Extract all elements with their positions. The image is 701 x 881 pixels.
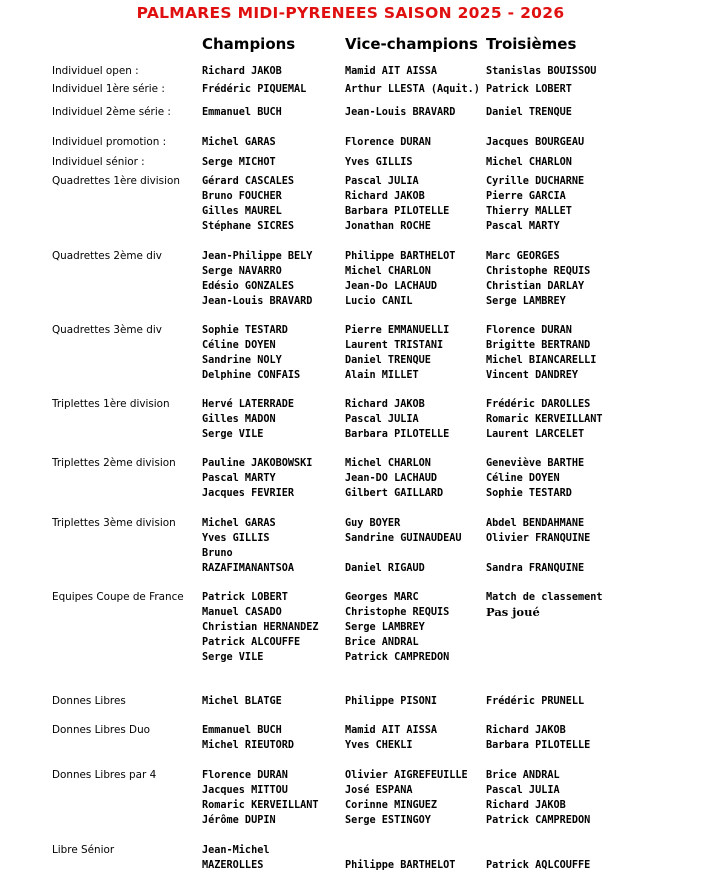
category-label: Individuel sénior : <box>52 156 145 168</box>
champion-name: Gérard CASCALES <box>202 176 295 187</box>
third-place-cell <box>486 768 590 828</box>
third-place-name: Serge LAMBREY <box>486 296 566 307</box>
vice-champion-cell <box>345 590 449 665</box>
vice-champion-name: Pascal JULIA <box>345 176 419 187</box>
vice-champion-name: Daniel RIGAUD <box>345 563 425 574</box>
third-place-cell <box>486 843 590 873</box>
third-place-name: Barbara PILOTELLE <box>486 740 591 751</box>
category-label: Donnes Libres par 4 <box>52 769 157 781</box>
champion-name: Richard JAKOB <box>202 66 282 77</box>
third-place-name: Patrick CAMPREDON <box>486 815 591 826</box>
vice-champion-name: Philippe BARTHELOT <box>345 860 456 871</box>
champion-name: Gilles MAUREL <box>202 206 282 217</box>
vice-champion-name: Georges MARC <box>345 592 419 603</box>
vice-champion-name: Florence DURAN <box>345 137 431 148</box>
third-place-cell <box>486 323 596 383</box>
third-place-cell <box>486 694 584 709</box>
champion-cell <box>202 843 269 873</box>
champion-cell <box>202 135 276 150</box>
third-place-name: Abdel BENDAHMANE <box>486 518 585 529</box>
third-place-name: Michel CHARLON <box>486 157 572 168</box>
vice-champion-name: Gilbert GAILLARD <box>345 488 444 499</box>
third-place-name: Olivier FRANQUINE <box>486 533 591 544</box>
champion-name: Pauline JAKOBOWSKI <box>202 458 313 469</box>
third-place-cell <box>486 249 590 309</box>
champion-cell <box>202 768 319 828</box>
third-place-cell <box>486 155 572 170</box>
champion-name: MAZEROLLES <box>202 860 264 871</box>
vice-champion-cell <box>345 64 437 79</box>
vice-champion-name: Patrick CAMPREDON <box>345 652 450 663</box>
vice-champion-name: Philippe BARTHELOT <box>345 251 456 262</box>
third-place-name: Thierry MALLET <box>486 206 572 217</box>
champion-cell <box>202 155 276 170</box>
third-place-name: Pierre GARCIA <box>486 191 566 202</box>
vice-champion-name: Christophe REQUIS <box>345 607 450 618</box>
vice-champion-name: Michel CHARLON <box>345 458 431 469</box>
champion-name: Gilles MADON <box>202 414 276 425</box>
third-place-cell <box>486 456 584 501</box>
third-place-cell <box>486 516 590 576</box>
vice-champion-cell <box>345 155 412 170</box>
vice-champion-name: Michel CHARLON <box>345 266 431 277</box>
champion-cell <box>202 105 282 120</box>
champion-name: Jean-Philippe BELY <box>202 251 313 262</box>
champion-name: Christian HERNANDEZ <box>202 622 319 633</box>
champion-name: Emmanuel BUCH <box>202 725 282 736</box>
champion-name: Serge MICHOT <box>202 157 276 168</box>
third-place-name: Pascal MARTY <box>486 221 560 232</box>
champion-name: Delphine CONFAIS <box>202 370 301 381</box>
third-place-name: Michel BIANCARELLI <box>486 355 597 366</box>
vice-champion-name: José ESPANA <box>345 785 413 796</box>
third-place-cell <box>486 82 572 97</box>
third-place-name: Sandra FRANQUINE <box>486 563 585 574</box>
vice-champion-name: Arthur LLESTA (Aquit.) <box>345 84 480 95</box>
champion-name: Emmanuel BUCH <box>202 107 282 118</box>
header-vice-champions: Vice-champions <box>345 35 478 53</box>
vice-champion-cell <box>345 397 449 442</box>
vice-champion-name: Daniel TRENQUE <box>345 355 431 366</box>
champion-name: Céline DOYEN <box>202 340 276 351</box>
champion-name: Jérôme DUPIN <box>202 815 276 826</box>
vice-champion-name: Brice ANDRAL <box>345 637 419 648</box>
champion-name: Romaric KERVEILLANT <box>202 800 319 811</box>
vice-champion-name: Serge ESTINGOY <box>345 815 431 826</box>
vice-champion-name: Alain MILLET <box>345 370 419 381</box>
champion-cell <box>202 590 319 665</box>
header-troisiemes: Troisièmes <box>486 35 577 53</box>
champion-cell <box>202 516 294 576</box>
third-place-name: Pas joué <box>486 605 540 619</box>
champion-name: Serge VILE <box>202 429 264 440</box>
vice-champion-name: Yves GILLIS <box>345 157 413 168</box>
category-label: Individuel 1ère série : <box>52 83 165 95</box>
third-place-name: Florence DURAN <box>486 325 572 336</box>
vice-champion-cell <box>345 323 449 383</box>
champion-cell <box>202 397 294 442</box>
third-place-cell <box>486 723 590 753</box>
champion-name: Edésio GONZALES <box>202 281 295 292</box>
third-place-name: Romaric KERVEILLANT <box>486 414 603 425</box>
champion-name: Jean-Michel <box>202 845 270 856</box>
vice-champion-name: Yves CHEKLI <box>345 740 413 751</box>
third-place-name: Vincent DANDREY <box>486 370 579 381</box>
vice-champion-name: Sandrine GUINAUDEAU <box>345 533 462 544</box>
third-place-name: Céline DOYEN <box>486 473 560 484</box>
champion-name: Serge VILE <box>202 652 264 663</box>
vice-champion-name: Jean-Louis BRAVARD <box>345 107 456 118</box>
vice-champion-cell <box>345 174 449 234</box>
vice-champion-cell <box>345 105 455 120</box>
page-title: PALMARES MIDI-PYRENEES SAISON 2025 - 2026 <box>136 4 565 22</box>
vice-champion-name: Philippe PISONI <box>345 696 438 707</box>
vice-champion-name: Jean-Do LACHAUD <box>345 281 438 292</box>
third-place-name: Pascal JULIA <box>486 785 560 796</box>
vice-champion-name: Olivier AIGREFEUILLE <box>345 770 468 781</box>
champion-name: Bruno FOUCHER <box>202 191 282 202</box>
third-place-name: Patrick LOBERT <box>486 84 572 95</box>
champion-cell <box>202 723 294 753</box>
champion-name: Jacques FEVRIER <box>202 488 295 499</box>
champion-name: Frédéric PIQUEMAL <box>202 84 307 95</box>
third-place-name: Stanislas BOUISSOU <box>486 66 597 77</box>
champion-cell <box>202 249 312 309</box>
third-place-name: Match de classement <box>486 592 603 603</box>
third-place-name: Marc GEORGES <box>486 251 560 262</box>
third-place-cell <box>486 64 596 79</box>
vice-champion-name: Mamid AIT AISSA <box>345 725 438 736</box>
category-label: Triplettes 1ère division <box>52 398 170 410</box>
third-place-name: Frédéric DAROLLES <box>486 399 591 410</box>
category-label: Libre Sénior <box>52 844 115 856</box>
vice-champion-cell <box>345 516 462 576</box>
vice-champion-name: Guy BOYER <box>345 518 401 529</box>
champion-name: Yves GILLIS <box>202 533 270 544</box>
vice-champion-name: Richard JAKOB <box>345 191 425 202</box>
category-label: Donnes Libres Duo <box>52 724 151 736</box>
third-place-name: Richard JAKOB <box>486 800 566 811</box>
third-place-name: Christophe REQUIS <box>486 266 591 277</box>
vice-champion-name: Jean-DO LACHAUD <box>345 473 438 484</box>
vice-champion-name: Pierre EMMANUELLI <box>345 325 450 336</box>
third-place-cell <box>486 397 603 442</box>
vice-champion-cell <box>345 768 468 828</box>
vice-champion-cell <box>345 249 455 309</box>
champion-name: Michel RIEUTORD <box>202 740 295 751</box>
vice-champion-cell <box>345 456 443 501</box>
third-place-cell <box>486 135 584 150</box>
champion-cell <box>202 456 312 501</box>
third-place-name: Jacques BOURGEAU <box>486 137 585 148</box>
champion-name: Patrick LOBERT <box>202 592 288 603</box>
category-label: Quadrettes 3ème div <box>52 324 162 336</box>
vice-champion-name: Barbara PILOTELLE <box>345 206 450 217</box>
category-label: Individuel open : <box>52 65 139 77</box>
third-place-name: Richard JAKOB <box>486 725 566 736</box>
third-place-cell <box>486 174 584 234</box>
vice-champion-name: Richard JAKOB <box>345 399 425 410</box>
third-place-name: Laurent LARCELET <box>486 429 585 440</box>
champion-name: Michel GARAS <box>202 137 276 148</box>
champion-name: Patrick ALCOUFFE <box>202 637 301 648</box>
third-place-name: Sophie TESTARD <box>486 488 572 499</box>
champion-name: Florence DURAN <box>202 770 288 781</box>
header-champions: Champions <box>202 35 296 53</box>
vice-champion-name: Barbara PILOTELLE <box>345 429 450 440</box>
category-label: Triplettes 2ème division <box>52 457 176 469</box>
vice-champion-cell <box>345 82 480 97</box>
third-place-name: Daniel TRENQUE <box>486 107 572 118</box>
third-place-name: Patrick AQLCOUFFE <box>486 860 591 871</box>
third-place-cell <box>486 105 572 120</box>
vice-champion-name: Mamid AIT AISSA <box>345 66 438 77</box>
category-label: Individuel promotion : <box>52 136 167 148</box>
third-place-cell <box>486 590 603 620</box>
champion-cell <box>202 323 300 383</box>
champion-name: Hervé LATERRADE <box>202 399 295 410</box>
champion-name: Pascal MARTY <box>202 473 276 484</box>
vice-champion-name: Corinne MINGUEZ <box>345 800 438 811</box>
champion-name: Serge NAVARRO <box>202 266 282 277</box>
champion-name: Jean-Louis BRAVARD <box>202 296 313 307</box>
champion-name: Bruno <box>202 548 233 559</box>
champion-cell <box>202 82 306 97</box>
vice-champion-cell <box>345 843 455 873</box>
vice-champion-name: Pascal JULIA <box>345 414 419 425</box>
vice-champion-cell <box>345 694 437 709</box>
champion-name: Michel BLATGE <box>202 696 282 707</box>
third-place-name: Frédéric PRUNELL <box>486 696 585 707</box>
category-label: Quadrettes 1ère division <box>52 175 180 187</box>
category-label: Donnes Libres <box>52 695 126 707</box>
champion-name: RAZAFIMANANTSOA <box>202 563 295 574</box>
third-place-name: Brigitte BERTRAND <box>486 340 591 351</box>
vice-champion-name: Laurent TRISTANI <box>345 340 444 351</box>
vice-champion-name: Jonathan ROCHE <box>345 221 431 232</box>
champion-name: Manuel CASADO <box>202 607 282 618</box>
champion-name: Sandrine NOLY <box>202 355 282 366</box>
category-label: Equipes Coupe de France <box>52 591 184 603</box>
vice-champion-cell <box>345 135 431 150</box>
champion-cell <box>202 64 282 79</box>
category-label: Triplettes 3ème division <box>52 517 176 529</box>
champion-name: Jacques MITTOU <box>202 785 288 796</box>
category-label: Quadrettes 2ème div <box>52 250 162 262</box>
third-place-name: Brice ANDRAL <box>486 770 560 781</box>
third-place-name: Christian DARLAY <box>486 281 585 292</box>
third-place-name: Geneviève BARTHE <box>486 458 585 469</box>
vice-champion-name: Serge LAMBREY <box>345 622 425 633</box>
third-place-name: Cyrille DUCHARNE <box>486 176 585 187</box>
champion-cell <box>202 174 294 234</box>
champion-cell <box>202 694 282 709</box>
champion-name: Michel GARAS <box>202 518 276 529</box>
vice-champion-cell <box>345 723 437 753</box>
champion-name: Sophie TESTARD <box>202 325 288 336</box>
vice-champion-name: Lucio CANIL <box>345 296 413 307</box>
champion-name: Stéphane SICRES <box>202 221 295 232</box>
category-label: Individuel 2ème série : <box>52 106 171 118</box>
